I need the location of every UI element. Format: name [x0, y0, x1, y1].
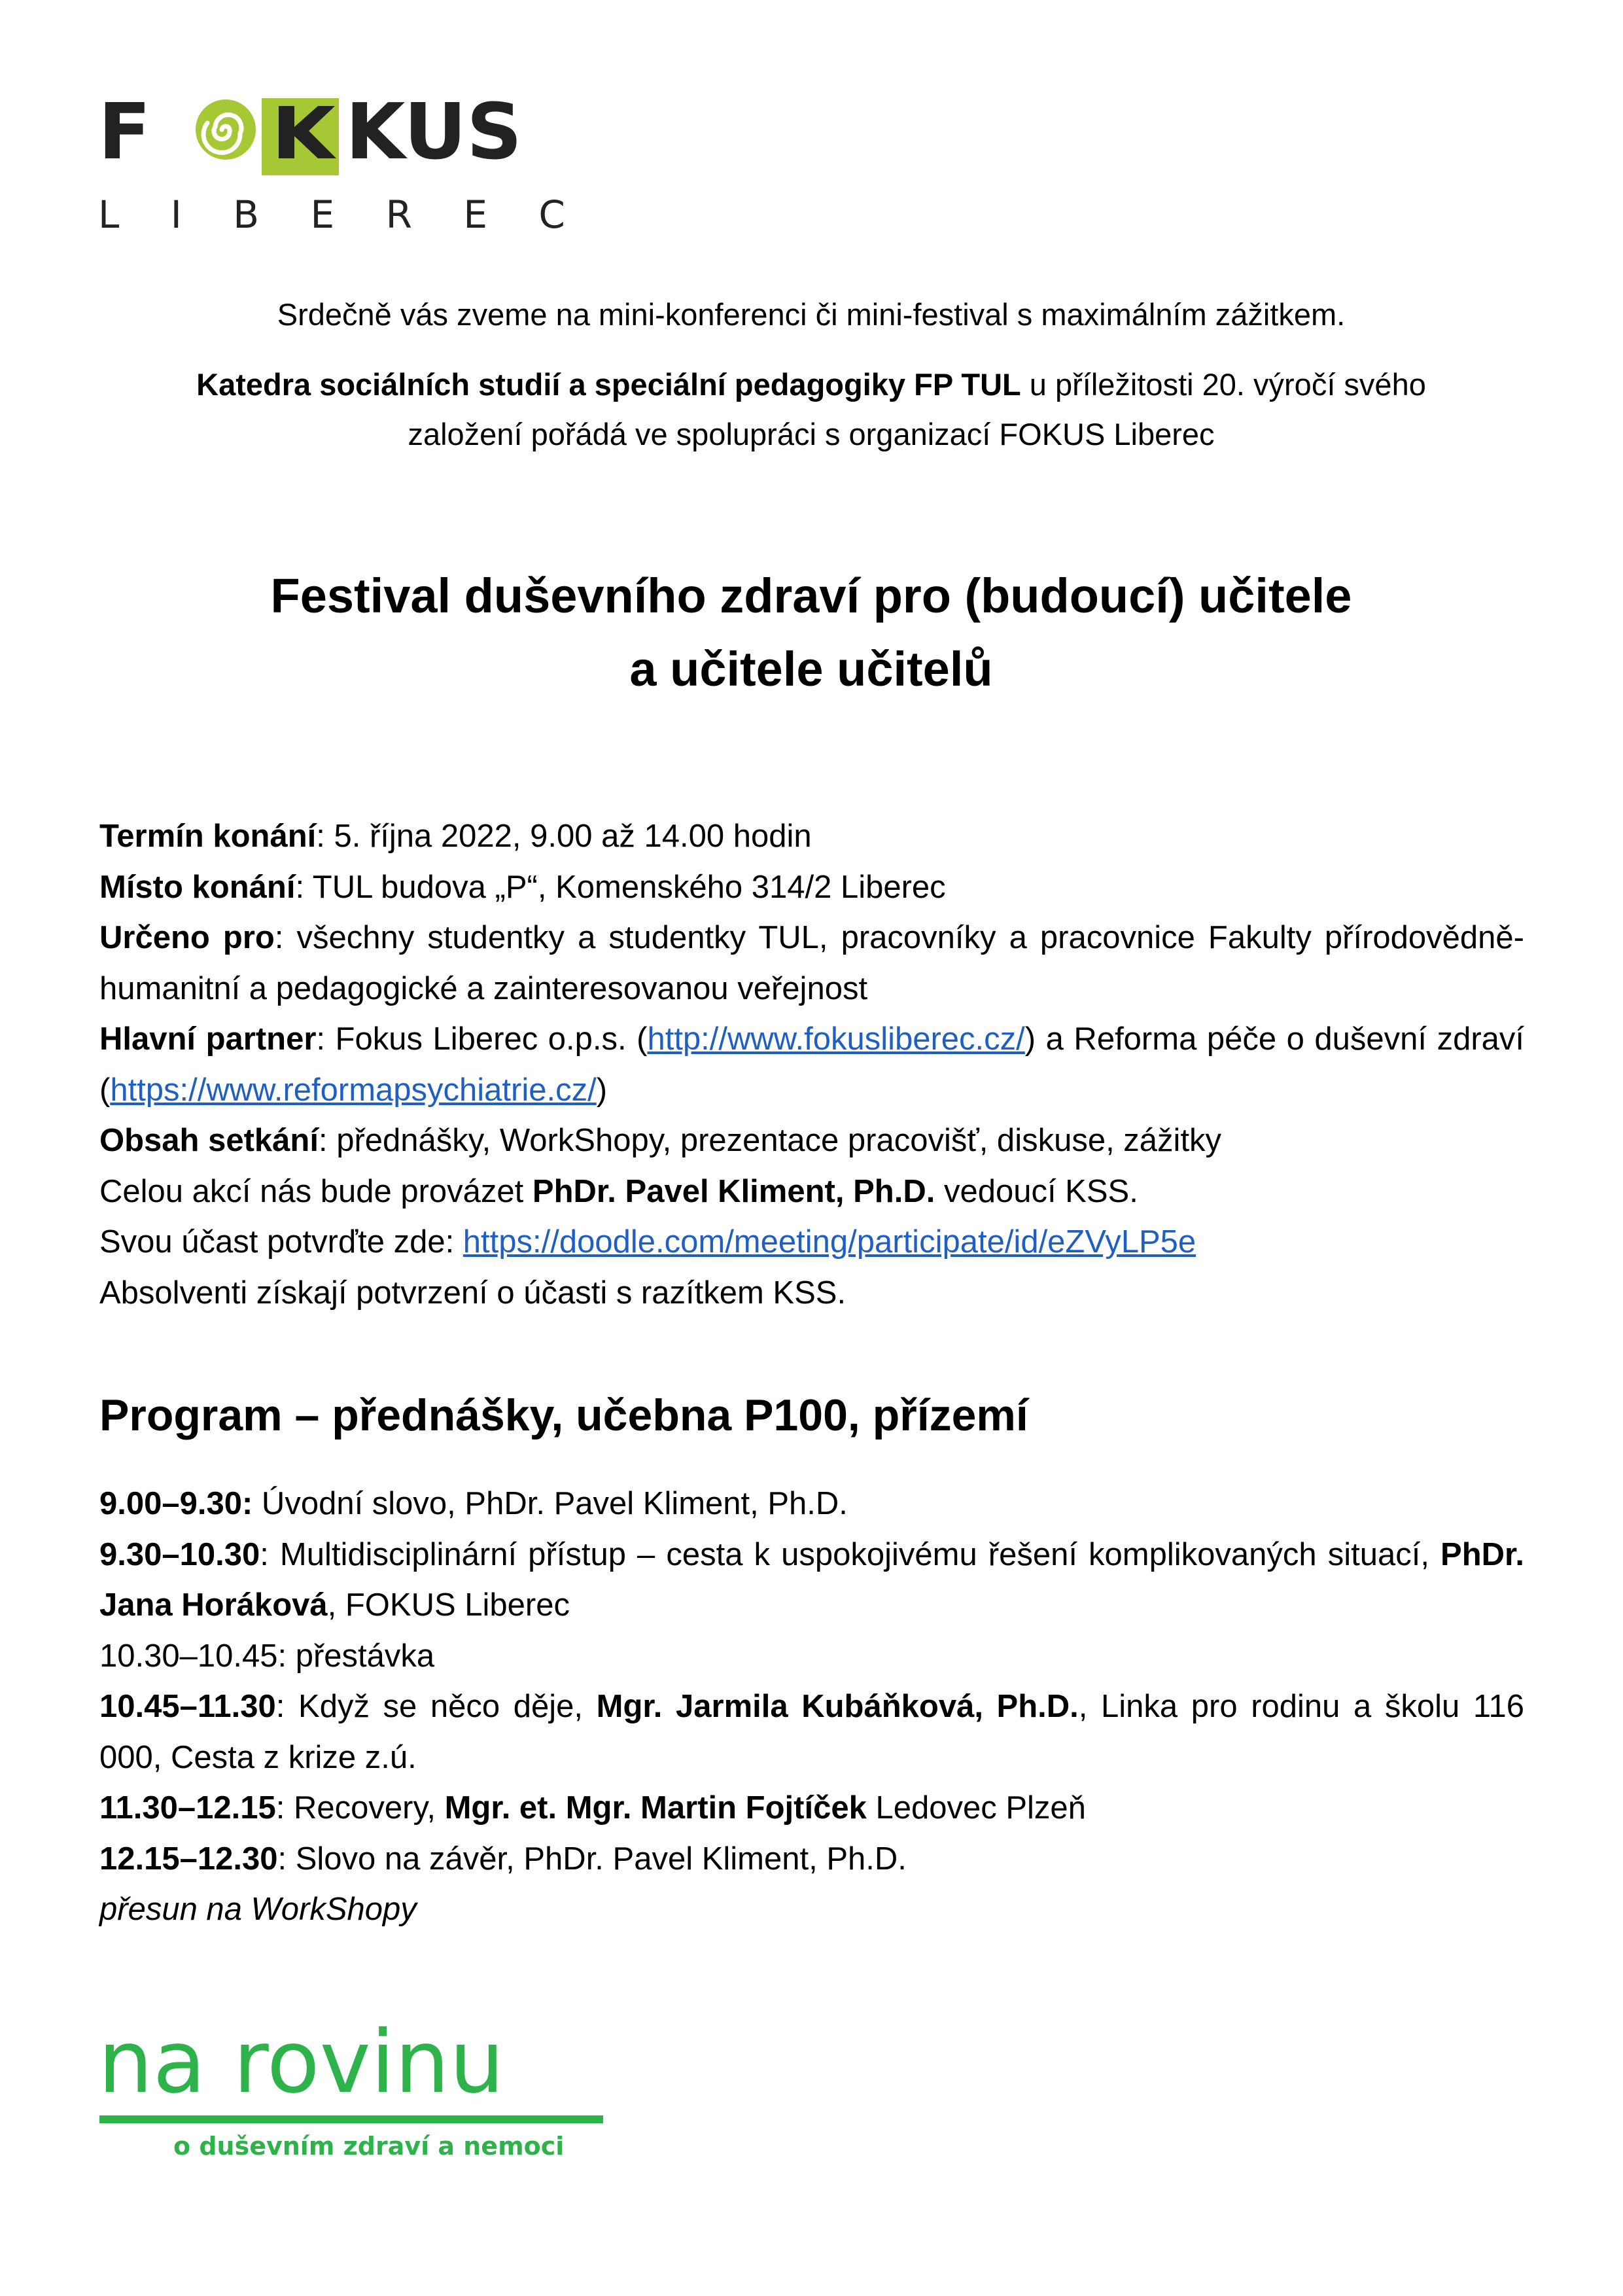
event-place: Místo konání: TUL budova „P“, Komenského 314/2 Liberec [99, 869, 946, 905]
event-host: Celou akcí nás bude provázet PhDr. Pavel Kliment, Ph.D. vedoucí KSS. [99, 1173, 1138, 1209]
program-item: 12.15–12.30: Slovo na závěr, PhDr. Pavel Kliment, Ph.D. [99, 1841, 907, 1877]
reforma-link[interactable]: https://www.reformapsychiatrie.cz/ [110, 1072, 597, 1108]
program-item: 10.30–10.45: přestávka [99, 1638, 435, 1674]
k-green-icon [262, 98, 339, 175]
festival-title: Festival duševního zdraví pro (budoucí) učitele a učitele učitelů [270, 569, 1352, 696]
logo-rovinu-sub: o duševním zdraví a nemoci [173, 2132, 565, 2159]
fokus-link[interactable]: http://www.fokusliberec.cz/ [647, 1021, 1025, 1057]
program-item: 9.00–9.30: Úvodní slovo, PhDr. Pavel Kliment, Ph.D. [99, 1486, 848, 1521]
program-footer: přesun na WorkShopy [99, 1892, 417, 1927]
logo-rovinu-main: na rovinu [98, 2019, 504, 2113]
organizer-name: Katedra sociálních studií a speciální pedagogiky FP TUL [196, 367, 1021, 402]
invitation-text: Srdečně vás zveme na mini-konferenci či mini-festival s maximálním zážitkem. [277, 297, 1346, 332]
fokus-liberec-logo [98, 98, 661, 236]
logo-subtitle: L I B E R E C [98, 192, 585, 236]
program-heading: Program – přednášky, učebna P100, přízemí [99, 1390, 1028, 1440]
logo-rovinu-bar [99, 2115, 603, 2123]
logo-letters-kus: KUS [345, 98, 523, 177]
event-audience: Určeno pro: všechny studentky a studentky TUL, pracovníky a pracovnice Fakulty přírodovědně-humanitní a pedagogické a zainteresovanou veřejnost [99, 920, 1524, 1006]
event-registration: Svou účast potvrďte zde: https://doodle.com/meeting/participate/id/eZVyLP5e [99, 1224, 1196, 1260]
program-item: 11.30–12.15: Recovery, Mgr. et. Mgr. Martin Fojtíček Ledovec Plzeň [99, 1790, 1086, 1826]
event-partner: Hlavní partner: Fokus Liberec o.p.s. (http://www.fokusliberec.cz/) a Reforma péče o duševní zdraví (https://www.reformapsychiatrie.cz/) [99, 1021, 1525, 1108]
event-info [99, 811, 1524, 1318]
logo-letter-f: F [98, 98, 151, 177]
spiral-o-icon [196, 99, 256, 160]
event-certificate: Absolventi získají potvrzení o účasti s razítkem KSS. [99, 1275, 846, 1311]
event-date: Termín konání: 5. října 2022, 9.00 až 14.00 hodin [99, 819, 812, 854]
doodle-link[interactable]: https://doodle.com/meeting/participate/id/eZVyLP5e [462, 1224, 1196, 1260]
organizer-text: Katedra sociálních studií a speciální pedagogiky FP TUL u příležitosti 20. výročí svého založení pořádá ve spolupráci s organizací FOKUS Liberec [196, 367, 1426, 451]
event-content: Obsah setkání: přednášky, WorkShopy, prezentace pracovišť, diskuse, zážitky [99, 1123, 1222, 1158]
program-item: 9.30–10.30: Multidisciplinární přístup – cesta k uspokojivému řešení komplikovaných situací, PhDr. Jana Horáková, FOKUS Liberec [99, 1536, 1524, 1623]
program-list [99, 1479, 1524, 1935]
program-item: 10.45–11.30: Když se něco děje, Mgr. Jarmila Kubáňková, Ph.D., Linka pro rodinu a školu 116 000, Cesta z krize z.ú. [99, 1689, 1524, 1775]
na-rovinu-logo [98, 2019, 621, 2159]
